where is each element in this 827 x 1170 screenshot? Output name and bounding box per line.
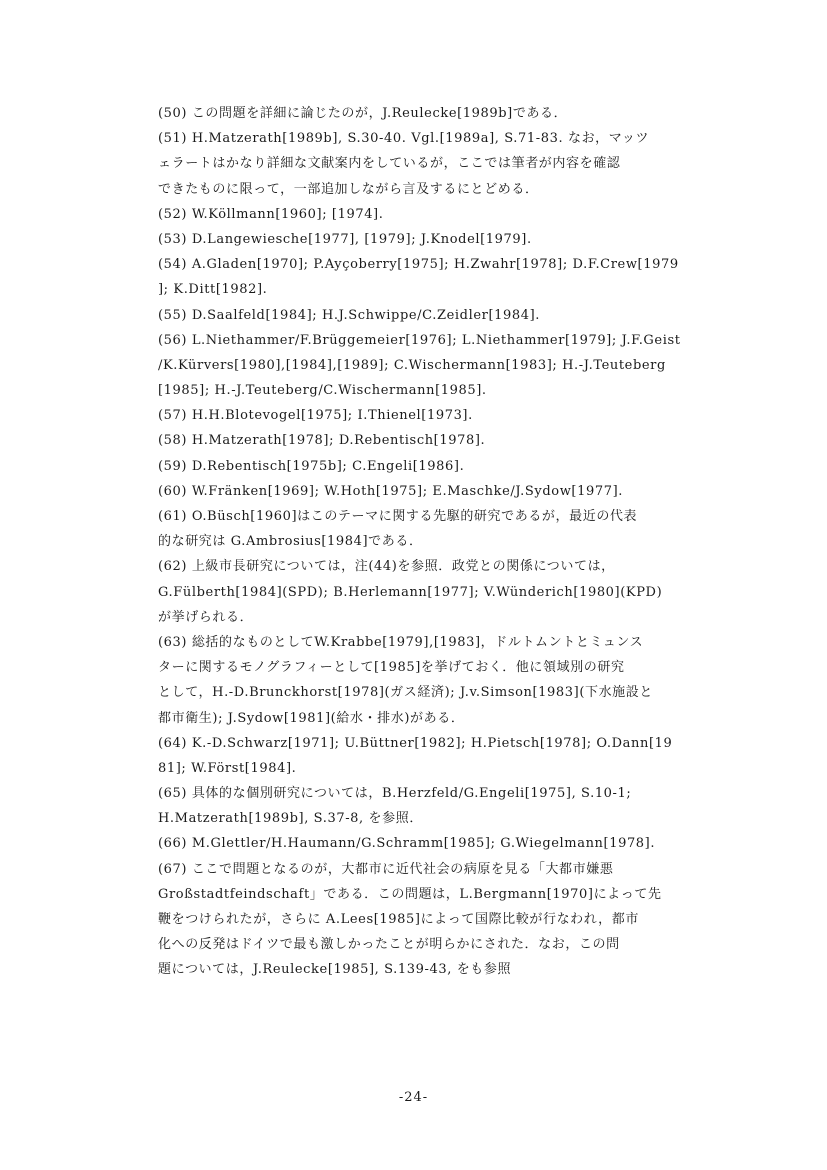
footnote-line: [1985]; H.-J.Teuteberg/C.Wischermann[1985].	[158, 383, 487, 399]
footnote-line: として，H.-D.Brunckhorst[1978](ガス経済); J.v.Simson[1983](下水施設と	[158, 685, 653, 701]
page-number: -24-	[398, 1090, 429, 1105]
footnote-line: (55) D.Saalfeld[1984]; H.J.Schwippe/C.Zeidler[1984].	[158, 307, 541, 323]
footnote-line: (57) H.H.Blotevogel[1975]; I.Thienel[1973].	[158, 408, 473, 424]
footnote-line: 題については，J.Reulecke[1985], S.139-43, をも参照	[158, 962, 512, 978]
footnote-line: (58) H.Matzerath[1978]; D.Rebentisch[1978].	[158, 433, 486, 449]
footnote-line: ]; K.Ditt[1982].	[158, 282, 268, 298]
footnote-line: (50) この問題を詳細に論じたのが，J.Reulecke[1989b]である．	[158, 106, 568, 121]
footnote-line: (51) H.Matzerath[1989b], S.30-40. Vgl.[1989a], S.71-83. なお，マッツ	[158, 131, 650, 147]
footnote-line: (63) 総括的なものとしてW.Krabbe[1979],[1983]，ドルトムントとミュンス	[158, 634, 644, 650]
footnote-line: (52) W.Köllmann[1960]; [1974].	[158, 206, 384, 222]
footnote-line: (61) O.Büsch[1960]はこのテーマに関する先駆的研究であるが，最近の代表	[158, 509, 638, 524]
footnote-line: 鞭をつけられたが，さらに A.Lees[1985]によって国際比較が行なわれ，都市	[158, 912, 639, 927]
footnote-line: ターに関するモノグラフィーとして[1985]を挙げておく．他に領域別の研究	[158, 660, 625, 676]
footnote-line: 都市衛生); J.Sydow[1981](給水・排水)がある．	[158, 710, 465, 726]
footnote-line: 81]; W.Först[1984].	[158, 760, 297, 776]
footnotes-block	[158, 101, 733, 983]
footnote-line: (59) D.Rebentisch[1975b]; C.Engeli[1986].	[158, 458, 465, 474]
footnote-line: できたものに限って，一部追加しながら言及するにとどめる．	[158, 181, 539, 197]
footnote-line: (65) 具体的な個別研究については，B.Herzfeld/G.Engeli[1975], S.10-1;	[158, 786, 632, 802]
footnote-line: G.Fülberth[1984](SPD); B.Herlemann[1977]; V.Wünderich[1980](KPD)	[158, 584, 663, 600]
footnote-line: (62) 上級市長研究については，注(44)を参照．政党との関係については，	[158, 559, 615, 575]
footnote-line: (66) M.Glettler/H.Haumann/G.Schramm[1985]; G.Wiegelmann[1978].	[158, 836, 656, 852]
footnote-line: /K.Kürvers[1980],[1984],[1989]; C.Wischermann[1983]; H.-J.Teuteberg	[158, 357, 666, 373]
footnote-line: (64) K.-D.Schwarz[1971]; U.Büttner[1982]; H.Pietsch[1978]; O.Dann[19	[158, 735, 673, 751]
footnote-line: (60) W.Fränken[1969]; W.Hoth[1975]; E.Maschke/J.Sydow[1977].	[158, 483, 623, 499]
footnote-line: (53) D.Langewiesche[1977], [1979]; J.Knodel[1979].	[158, 231, 532, 247]
footnote-line: 的な研究は G.Ambrosius[1984]である．	[158, 534, 423, 550]
footnote-line: ェラートはかなり詳細な文献案内をしているが，ここでは筆者が内容を確認	[158, 156, 621, 172]
footnote-line: (54) A.Gladen[1970]; P.Ayçoberry[1975]; H.Zwahr[1978]; D.F.Crew[1979	[158, 257, 679, 273]
footnote-line: (56) L.Niethammer/F.Brüggemeier[1976]; L.Niethammer[1979]; J.F.Geist	[158, 332, 681, 348]
footnote-line: Großstadtfeindschaft」である．この問題は，L.Bergmann[1970]によって先	[158, 886, 662, 902]
footnote-line: が挙げられる．	[158, 609, 254, 625]
footnote-line: 化への反発はドイツで最も激しかったことが明らかにされた．なお，この問	[158, 937, 620, 953]
footnote-line: (67) ここで問題となるのが，大都市に近代社会の病原を見る「大都市嫌悪	[158, 861, 614, 877]
footnote-line: H.Matzerath[1989b], S.37-8, を参照．	[158, 811, 423, 827]
